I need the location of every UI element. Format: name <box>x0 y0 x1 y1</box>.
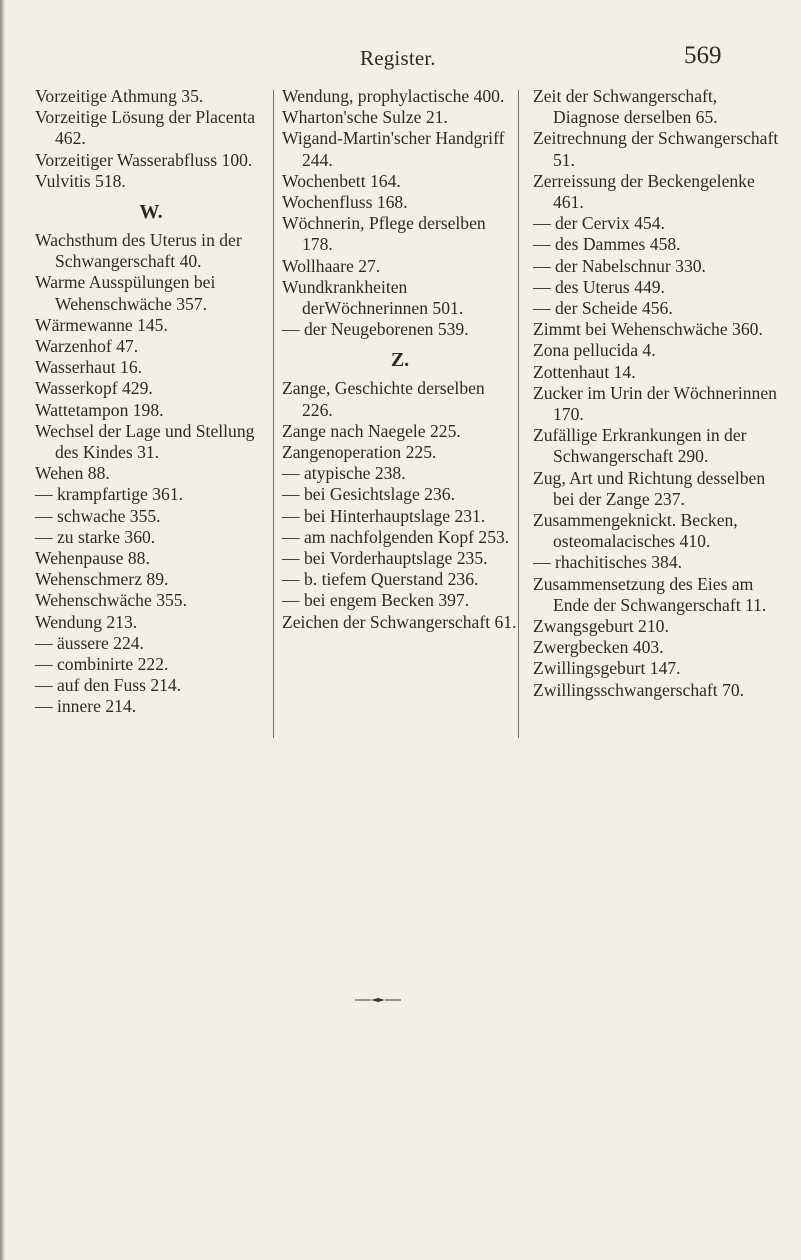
index-entry: Wöchnerin, Pflege derselben 178. <box>282 213 486 255</box>
index-entry: Zwangsgeburt 210. <box>533 616 669 637</box>
index-entry: Wharton'sche Sulze 21. <box>282 107 448 128</box>
index-entry: Zeichen der Schwangerschaft 61. <box>282 611 517 632</box>
index-entry: Warme Ausspülungen bei Wehenschwäche 357. <box>35 272 216 314</box>
index-entry: — atypische 238. <box>282 463 406 484</box>
index-entry: Zwillingsschwangerschaft 70. <box>533 679 745 700</box>
index-entry: — des Uterus 449. <box>533 276 665 297</box>
index-entry: Wattetampon 198. <box>35 399 164 420</box>
index-entry: Wundkrankheiten derWöchnerinnen 501. <box>282 276 464 319</box>
index-entry: — des Dammes 458. <box>533 234 681 255</box>
index-entry: — am nachfolgenden Kopf 253. <box>282 526 510 547</box>
index-entry: Zange, Geschichte derselben 226. <box>282 378 485 420</box>
column-divider <box>273 90 274 738</box>
index-column-1 <box>35 86 267 718</box>
index-entry: — b. tiefem Querstand 236. <box>282 569 479 590</box>
index-column-2 <box>282 86 518 633</box>
index-entry: Wendung 213. <box>35 611 138 632</box>
column-divider <box>518 90 519 738</box>
index-entry: Zange nach Naegele 225. <box>282 420 461 441</box>
index-entry: — der Neugeborenen 539. <box>282 319 469 340</box>
index-entry: Wehen 88. <box>35 463 110 484</box>
index-entry: Zottenhaut 14. <box>533 361 636 382</box>
index-entry: Warzenhof 47. <box>35 336 139 357</box>
index-entry: — combinirte 222. <box>35 654 169 675</box>
index-entry: Zusammensetzung des Eies am Ende der Schwangerschaft 11. <box>533 573 767 615</box>
index-entry: Wärmewanne 145. <box>35 314 168 335</box>
index-entry: Zwergbecken 403. <box>533 637 664 658</box>
index-entry: Zeit der Schwangerschaft, Diagnose derselben 65. <box>533 86 718 128</box>
section-letter-heading: W. <box>139 201 163 224</box>
index-entry: Zwillingsgeburt 147. <box>533 658 681 679</box>
page-header-title: Register. <box>360 46 436 70</box>
index-entry: Zimmt bei Wehenschwäche 360. <box>533 319 763 340</box>
index-entry: Vorzeitige Lösung der Placenta 462. <box>35 107 256 149</box>
index-entry: Wendung, prophylactische 400. <box>282 86 505 106</box>
index-entry: Zug, Art und Richtung desselben bei der Zange 237. <box>533 467 766 509</box>
index-entry: — zu starke 360. <box>35 526 156 547</box>
index-entry: — bei engem Becken 397. <box>282 590 470 611</box>
index-entry: Wollhaare 27. <box>282 255 381 276</box>
index-entry: Wigand-Martin'scher Handgriff 244. <box>282 128 505 170</box>
index-entry: Wechsel der Lage und Stellung des Kindes 31. <box>35 420 255 463</box>
index-entry: — bei Hinterhauptslage 231. <box>282 505 486 526</box>
index-entry: Wachsthum des Uterus in der Schwangerschaft 40. <box>35 230 242 272</box>
index-entry: Zufällige Erkrankungen in der Schwangerschaft 290. <box>533 425 747 467</box>
index-entry: — der Cervix 454. <box>533 213 665 234</box>
index-entry: Wehenpause 88. <box>35 548 150 569</box>
index-entry: — schwache 355. <box>35 505 161 526</box>
section-letter-heading: Z. <box>390 349 410 372</box>
index-entry: Vulvitis 518. <box>35 170 126 191</box>
index-entry: — auf den Fuss 214. <box>35 675 182 696</box>
index-entry: Zangenoperation 225. <box>282 442 437 463</box>
index-entry: Wochenbett 164. <box>282 170 401 191</box>
index-entry: Zerreissung der Beckengelenke 461. <box>533 170 755 213</box>
index-entry: Zucker im Urin der Wöchnerinnen 170. <box>533 382 777 425</box>
index-entry: — bei Vorderhauptslage 235. <box>282 548 488 569</box>
index-entry: — bei Gesichtslage 236. <box>282 484 455 505</box>
index-entry: — krampfartige 361. <box>35 484 184 505</box>
index-entry: — der Nabelschnur 330. <box>533 255 706 276</box>
index-entry: Wehenschwäche 355. <box>35 590 187 611</box>
index-entry: — rhachitisches 384. <box>533 552 683 573</box>
index-entry: Wehenschmerz 89. <box>35 569 169 590</box>
index-entry: Wasserkopf 429. <box>35 378 153 399</box>
index-entry: Zona pellucida 4. <box>533 340 656 361</box>
index-entry: — der Scheide 456. <box>533 298 673 319</box>
index-column-3 <box>533 86 781 701</box>
index-entry: — äussere 224. <box>35 632 144 653</box>
index-entry: Wasserhaut 16. <box>35 357 143 378</box>
index-entry: — innere 214. <box>35 696 137 717</box>
index-entry: Zeitrechnung der Schwangerschaft 51. <box>533 128 779 170</box>
page-edge-shadow <box>0 0 5 1260</box>
end-ornament <box>355 997 401 1003</box>
index-entry: Vorzeitige Athmung 35. <box>35 86 204 106</box>
page-number: 569 <box>684 42 722 69</box>
index-entry: Wochenfluss 168. <box>282 192 408 213</box>
index-entry: Vorzeitiger Wasserabfluss 100. <box>35 149 253 170</box>
index-entry: Zusammengeknickt. Becken, osteomalacisches 410. <box>533 510 738 552</box>
